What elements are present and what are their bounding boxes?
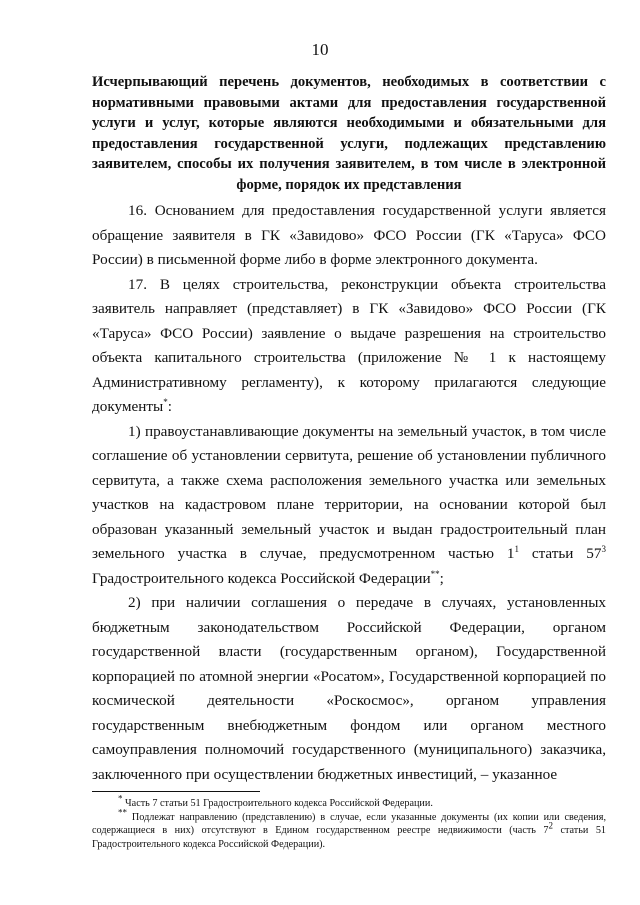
footnote-1 xyxy=(92,793,606,811)
footnotes xyxy=(92,793,607,851)
superscript-1: 1 xyxy=(514,543,519,554)
document-body xyxy=(92,199,606,787)
footnote-2 xyxy=(92,807,607,852)
paragraph-16: 16. Основанием для предоставления государственной услуги является обращение заявителя в ГК «Завидово» ФСО России (ГК «Таруса» ФСО России) в письменной форме либо в форме электронного документа. xyxy=(92,202,606,268)
list-item-1-end: Градостроительного кодекса Российской Федерации xyxy=(92,569,431,587)
footnote-ref-1: * xyxy=(163,396,168,407)
list-item-1-text: 1) правоустанавливающие документы на земельный участок, в том числе соглашение об установлении сервитута, решение об установлении публичного сервитута, а также схема расположения земельного участка или земельных участков на кадастровом плане территории, на основании которой был образован указанный земельный участок и выдан градостроительный план земельного участка в случае, предусмотренном частью 1 xyxy=(92,422,606,562)
footnote-1-text: Часть 7 статьи 51 Градостроительного кодекса Российской Федерации. xyxy=(122,798,433,809)
paragraph-17-end: : xyxy=(167,398,172,415)
superscript-3: 3 xyxy=(601,543,606,554)
section-heading: Исчерпывающий перечень документов, необходимых в соответствии с нормативными правовыми актами для предоставления государственной услуги и услуг, которые являются необходимыми и обязательными для предоставления государственной услуги, подлежащих представлению заявителем, способы их получения заявителем, в том числе в электронной форме, порядок их представления xyxy=(92,74,606,193)
footnote-1-mark: * xyxy=(118,793,123,804)
footnote-2-text: Подлежат направлению (представлению) в случае, если указанные документы (их копии или сведения, содержащиеся в них) отсутствуют в Едином государственном реестре недвижимости (часть 7 xyxy=(92,811,606,836)
footnote-ref-2: ** xyxy=(430,568,440,579)
footnote-2-superscript: 2 xyxy=(548,820,553,831)
paragraph-17 xyxy=(92,273,606,420)
footnote-divider xyxy=(92,791,260,792)
footnote-2-mark: ** xyxy=(118,807,127,818)
list-item-1 xyxy=(92,420,606,592)
paragraph-17-text: 17. В целях строительства, реконструкции объекта строительства заявитель направляет (представляет) в ГК «Завидово» ФСО России (ГК «Таруса» ФСО России) заявление о выдаче разрешения на строительство объекта капитального строительства (приложение № 1 к настоящему Административному регламенту), к которому прилагаются следующие документы xyxy=(92,275,606,415)
list-item-1-mid: статьи 57 xyxy=(518,545,602,562)
list-item-2: 2) при наличии соглашения о передаче в случаях, установленных бюджетным законодательством Российской Федерации, органом государственной власти (государственным органом), Государственной корпорацией по атомной энергии «Росатом», Государственной корпорацией по космической деятельности «Роскосмос», органом управления государственным внебюджетным фондом или органом местного самоуправления полномочий государственного (муниципального) заказчика, заключенного при осуществлении бюджетных инвестиций, – указанное xyxy=(92,594,606,783)
footnote-2-end: статьи 51 Градостроительного кодекса Российской Федерации). xyxy=(92,825,607,850)
list-item-1-tail: ; xyxy=(439,569,444,587)
page-number: 10 xyxy=(311,40,329,59)
